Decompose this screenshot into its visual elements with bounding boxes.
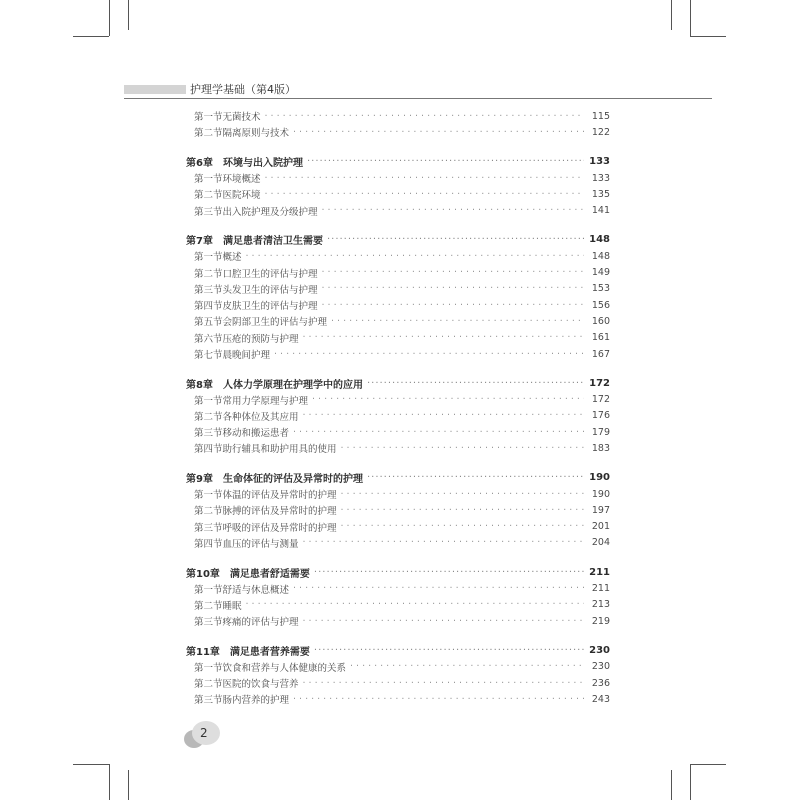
entry-number: 第三节 [194,284,223,296]
dot-leader [341,505,584,516]
dot-leader [312,394,584,405]
toc-section-entry[interactable] [186,313,610,329]
dot-leader [293,127,584,138]
dot-leader [303,332,584,343]
entry-number: 第四节 [194,538,223,550]
toc-chapter-entry[interactable] [186,642,610,658]
dot-leader [303,678,584,689]
entry-page-number: 167 [591,348,610,360]
entry-title: 常用力学原理与护理 [222,395,309,407]
entry-title: 人体力学原理在护理学中的应用 [222,379,363,391]
dot-leader [367,378,584,389]
toc-spacer [186,457,610,470]
toc-section-entry[interactable] [186,691,610,707]
entry-page-number: 190 [591,488,610,500]
dot-leader [293,427,584,438]
entry-title: 移动和搬运患者 [222,428,290,440]
entry-page-number: 190 [589,472,610,484]
entry-number: 第一节 [194,490,223,502]
entry-page-number: 156 [591,299,610,311]
toc-section-entry[interactable] [186,330,610,346]
entry-number: 第一节 [194,174,223,186]
entry-page-number: 183 [591,442,610,454]
toc-section-entry[interactable] [186,186,610,202]
toc-section-entry[interactable] [186,675,610,691]
entry-page-number: 211 [591,583,610,595]
running-header [124,82,712,104]
entry-page-number: 230 [591,661,610,673]
entry-page-number: 213 [591,599,610,611]
dot-leader [246,599,584,610]
entry-page-number: 219 [591,615,610,627]
crop-mark [128,0,129,30]
dot-leader [341,521,584,532]
entry-number: 第五节 [194,317,223,329]
header-band [124,85,186,94]
header-rule [124,98,712,99]
entry-page-number: 149 [591,267,610,279]
entry-title: 舒适与休息概述 [222,584,290,596]
page-number-badge [182,720,228,748]
toc-section-entry[interactable] [186,519,610,535]
entry-page-number: 243 [591,693,610,705]
crop-mark [690,764,691,800]
entry-number: 第三节 [194,522,223,534]
entry-page-number: 172 [591,394,610,406]
toc-section-entry[interactable] [186,659,610,675]
dot-leader [293,583,584,594]
toc-spacer [186,141,610,154]
dot-leader [322,267,584,278]
entry-page-number: 148 [589,234,610,246]
toc-section-entry[interactable] [186,264,610,280]
entry-number: 第一节 [194,252,223,264]
entry-title: 会阴部卫生的评估与护理 [222,317,328,329]
entry-number: 第一节 [194,395,223,407]
dot-leader [274,349,584,360]
toc-chapter-entry[interactable] [186,375,610,391]
toc-spacer [186,629,610,642]
entry-number: 第七节 [194,350,223,361]
toc-section-entry[interactable] [186,597,610,613]
entry-title: 生命体征的评估及异常时的护理 [222,474,363,486]
toc-section-entry[interactable] [186,108,610,124]
entry-title: 血压的评估与测量 [222,538,299,550]
dot-leader [327,234,584,245]
dot-leader [265,189,584,200]
entry-number: 第6章 [186,158,213,170]
toc-section-entry[interactable] [186,502,610,518]
entry-page-number: 236 [591,677,610,689]
entry-page-number: 122 [591,126,610,138]
entry-number: 第一节 [194,584,223,596]
entry-title: 环境与出入院护理 [222,158,303,170]
entry-title: 各种体位及其应用 [222,411,299,423]
entry-number: 第二节 [194,506,223,518]
entry-page-number: 176 [591,410,610,422]
entry-number: 第三节 [194,206,223,218]
toc-section-entry[interactable] [186,424,610,440]
toc-section-entry[interactable] [186,440,610,456]
toc-section-entry[interactable] [186,535,610,551]
crop-mark [690,764,726,765]
entry-number: 第四节 [194,444,223,456]
dot-leader [341,489,584,500]
toc-section-entry[interactable] [186,613,610,629]
entry-number: 第二节 [194,411,223,423]
entry-title: 满足患者舒适需要 [229,568,310,580]
crop-mark [690,36,726,37]
toc-section-entry[interactable] [186,170,610,186]
crop-mark [690,0,691,36]
entry-title: 皮肤卫生的评估与护理 [222,301,318,313]
toc-chapter-entry[interactable] [186,232,610,248]
entry-number: 第10章 [186,568,220,580]
entry-number: 第二节 [194,190,223,202]
entry-number: 第二节 [194,128,223,140]
table-of-contents [186,108,610,708]
dot-leader [303,537,584,548]
entry-number: 第一节 [194,112,223,124]
entry-page-number: 197 [591,504,610,516]
dot-leader [307,156,584,167]
entry-title: 隔离原则与技术 [222,128,290,140]
dot-leader [322,283,584,294]
entry-number: 第二节 [194,268,223,280]
entry-page-number: 133 [589,156,610,168]
toc-spacer [186,551,610,564]
crop-mark [128,770,129,800]
entry-title: 口腔卫生的评估与护理 [222,268,318,280]
entry-number: 第四节 [194,301,223,313]
entry-page-number: 172 [589,377,610,389]
entry-title: 脉搏的评估及异常时的护理 [222,506,337,518]
toc-section-entry[interactable] [186,580,610,596]
entry-title: 晨晚间护理 [222,350,271,361]
toc-section-entry[interactable] [186,297,610,313]
entry-title: 压疮的预防与护理 [222,333,299,345]
dot-leader [341,443,584,454]
entry-title: 环境概述 [222,174,261,186]
entry-number: 第9章 [186,474,213,486]
toc-section-entry[interactable] [186,391,610,407]
entry-title: 助行辅具和助护用具的使用 [222,444,337,456]
toc-spacer [186,362,610,375]
entry-number: 第三节 [194,695,223,707]
entry-number: 第7章 [186,236,213,248]
entry-number: 第六节 [194,333,223,345]
toc-spacer [186,219,610,232]
dot-leader [322,300,584,311]
entry-number: 第8章 [186,379,213,391]
entry-title: 满足患者清洁卫生需要 [222,236,323,248]
entry-page-number: 133 [591,172,610,184]
entry-page-number: 211 [589,566,610,578]
entry-page-number: 179 [591,426,610,438]
entry-title: 医院环境 [222,190,261,202]
entry-page-number: 115 [591,110,610,122]
crop-mark [73,36,109,37]
toc-section-entry[interactable] [186,248,610,264]
entry-page-number: 161 [591,332,610,344]
toc-chapter-entry[interactable] [186,470,610,486]
entry-title: 出入院护理及分级护理 [222,206,318,218]
entry-title: 满足患者营养需要 [229,646,310,658]
crop-mark [671,0,672,30]
entry-title: 无菌技术 [222,112,261,124]
dot-leader [265,173,584,184]
toc-section-entry[interactable] [186,486,610,502]
crop-mark [109,764,110,800]
entry-title: 呼吸的评估及异常时的护理 [222,522,337,534]
entry-page-number: 201 [591,521,610,533]
entry-page-number: 204 [591,537,610,549]
entry-number: 第一节 [194,662,223,674]
entry-number: 第三节 [194,617,223,629]
dot-leader [303,410,584,421]
entry-page-number: 160 [591,315,610,327]
page-number: 2 [200,726,208,740]
crop-mark [73,764,109,765]
dot-leader [314,645,584,656]
entry-title: 肠内营养的护理 [222,695,290,707]
entry-title: 饮食和营养与人体健康的关系 [222,662,347,674]
toc-section-entry[interactable] [186,124,610,140]
toc-chapter-entry[interactable] [186,154,610,170]
entry-title: 体温的评估及异常时的护理 [222,490,337,502]
entry-number: 第二节 [194,600,223,612]
toc-section-entry[interactable] [186,346,610,362]
entry-page-number: 141 [591,205,610,217]
dot-leader [314,567,584,578]
entry-page-number: 153 [591,283,610,295]
dot-leader [293,694,584,705]
dot-leader [367,472,584,483]
dot-leader [303,616,584,627]
entry-page-number: 230 [589,644,610,656]
dot-leader [331,316,584,327]
toc-section-entry[interactable] [186,408,610,424]
dot-leader [246,251,584,262]
crop-mark [109,0,110,36]
entry-title: 头发卫生的评估与护理 [222,284,318,296]
entry-number: 第二节 [194,679,223,691]
book-title: 护理学基础（第4版） [190,83,296,96]
entry-number: 第11章 [186,646,220,658]
entry-title: 疼痛的评估与护理 [222,617,299,629]
entry-number: 第三节 [194,428,223,440]
toc-section-entry[interactable] [186,202,610,218]
entry-page-number: 148 [591,250,610,262]
entry-title: 医院的饮食与营养 [222,679,299,691]
crop-mark [671,770,672,800]
entry-page-number: 135 [591,188,610,200]
dot-leader [322,205,584,216]
entry-title: 睡眠 [222,600,242,612]
entry-title: 概述 [222,252,242,264]
toc-section-entry[interactable] [186,281,610,297]
dot-leader [350,661,584,672]
toc-chapter-entry[interactable] [186,564,610,580]
dot-leader [265,111,584,122]
